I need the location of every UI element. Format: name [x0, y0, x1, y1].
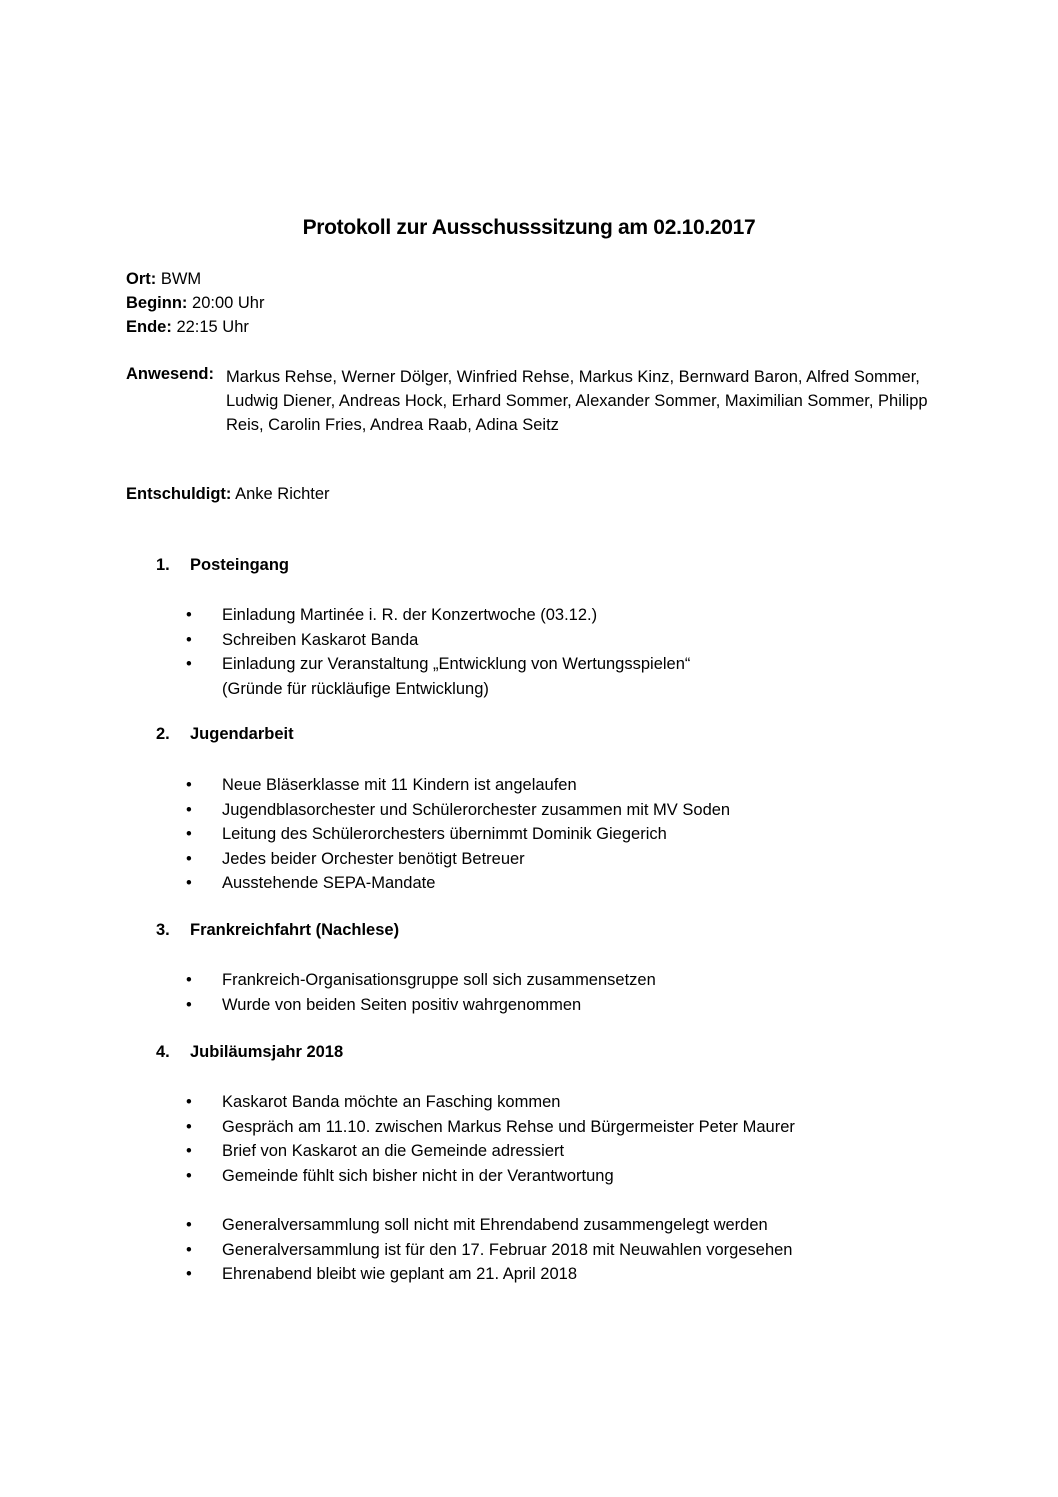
section-heading-3: [156, 921, 399, 940]
meta-ende: [126, 318, 249, 337]
list-item: • Ehrenabend bleibt wie geplant am 21. April 2018: [186, 1262, 792, 1287]
section-title: Frankreichfahrt (Nachlese): [190, 921, 400, 939]
anwesend-text: Markus Rehse, Werner Dölger, Winfried Rehse, Markus Kinz, Bernward Baron, Alfred Sommer, Ludwig Diener, Andreas Hock, Erhard Sommer, Alexander Sommer, Maximilian Sommer, Philipp Reis, Carolin Fries, Andrea Raab, Adina Seitz: [226, 368, 928, 434]
section-4-list: [186, 1090, 795, 1188]
bullet-icon: •: [186, 1216, 192, 1234]
entschuldigt-label: Entschuldigt:: [126, 485, 232, 503]
meta-ort-label: Ort:: [126, 270, 157, 288]
meta-beginn-label: Beginn:: [126, 294, 188, 312]
list-item: • Generalversammlung ist für den 17. Februar 2018 mit Neuwahlen vorgesehen: [186, 1238, 792, 1263]
list-item: • Jedes beider Orchester benötigt Betreuer: [186, 847, 730, 872]
page-title: Protokoll zur Ausschusssitzung am 02.10.2017: [302, 216, 756, 239]
bullet-icon: •: [186, 1093, 192, 1111]
list-item: • Wurde von beiden Seiten positiv wahrgenommen: [186, 993, 656, 1018]
list-item: • Gespräch am 11.10. zwischen Markus Rehse und Bürgermeister Peter Maurer: [186, 1115, 795, 1140]
bullet-icon: •: [186, 995, 192, 1014]
section-2-list: [186, 773, 730, 896]
meta-ort-value: BWM: [160, 270, 202, 288]
bullet-icon: •: [186, 776, 192, 794]
section-heading-1: [156, 556, 289, 575]
entschuldigt: [126, 485, 330, 504]
bullet-icon: •: [186, 1240, 192, 1259]
section-number: 2.: [156, 725, 170, 743]
bullet-icon: •: [186, 630, 192, 649]
bullet-icon: •: [186, 849, 192, 868]
entschuldigt-value: Anke Richter: [235, 485, 330, 503]
list-item: • Kaskarot Banda möchte an Fasching kommen: [186, 1090, 795, 1115]
section-number: 3.: [156, 921, 170, 939]
meta-beginn: [126, 294, 264, 313]
meta-ende-label: Ende:: [126, 318, 172, 336]
bullet-icon: •: [186, 1142, 192, 1161]
list-item: • Frankreich-Organisationsgruppe soll sich zusammensetzen: [186, 968, 656, 993]
section-number: 4.: [156, 1043, 170, 1061]
list-item: • Einladung zur Veranstaltung „Entwicklung von Wertungsspielen“ (Gründe für rückläufige Entwicklung): [186, 652, 690, 701]
meta-beginn-value: 20:00 Uhr: [192, 294, 265, 312]
list-item: • Generalversammlung soll nicht mit Ehrendabend zusammengelegt werden: [186, 1213, 792, 1238]
section-heading-2: [156, 725, 294, 744]
meta-ende-value: 22:15 Uhr: [176, 318, 249, 336]
bullet-icon: •: [186, 606, 192, 624]
anwesend-label: Anwesend:: [126, 365, 215, 383]
list-item-continuation: (Gründe für rückläufige Entwicklung): [222, 679, 489, 698]
meta-ort: [126, 270, 201, 289]
bullet-icon: •: [186, 655, 192, 674]
list-item: • Gemeinde fühlt sich bisher nicht in der Verantwortung: [186, 1164, 795, 1189]
list-item: • Leitung des Schülerorchesters übernimmt Dominik Giegerich: [186, 822, 730, 847]
section-1-list: [186, 603, 690, 701]
section-heading-4: [156, 1043, 343, 1062]
list-item: • Brief von Kaskarot an die Gemeinde adressiert: [186, 1139, 795, 1164]
bullet-icon: •: [186, 825, 192, 844]
bullet-icon: •: [186, 1166, 192, 1185]
section-title: Jugendarbeit: [190, 725, 294, 743]
section-3-list: [186, 968, 656, 1017]
bullet-icon: •: [186, 800, 192, 819]
bullet-icon: •: [186, 971, 192, 989]
list-item: • Ausstehende SEPA-Mandate: [186, 871, 730, 896]
section-4-list-2: [186, 1213, 792, 1287]
bullet-icon: •: [186, 1265, 192, 1284]
bullet-icon: •: [186, 874, 192, 893]
section-title: Posteingang: [190, 556, 290, 574]
bullet-icon: •: [186, 1117, 192, 1136]
list-item: • Einladung Martinée i. R. der Konzertwoche (03.12.): [186, 603, 690, 628]
section-title: Jubiläumsjahr 2018: [190, 1043, 344, 1061]
section-number: 1.: [156, 556, 170, 574]
list-item: • Neue Bläserklasse mit 11 Kindern ist angelaufen: [186, 773, 730, 798]
list-item: • Jugendblasorchester und Schülerorchester zusammen mit MV Soden: [186, 798, 730, 823]
list-item: • Schreiben Kaskarot Banda: [186, 628, 690, 653]
